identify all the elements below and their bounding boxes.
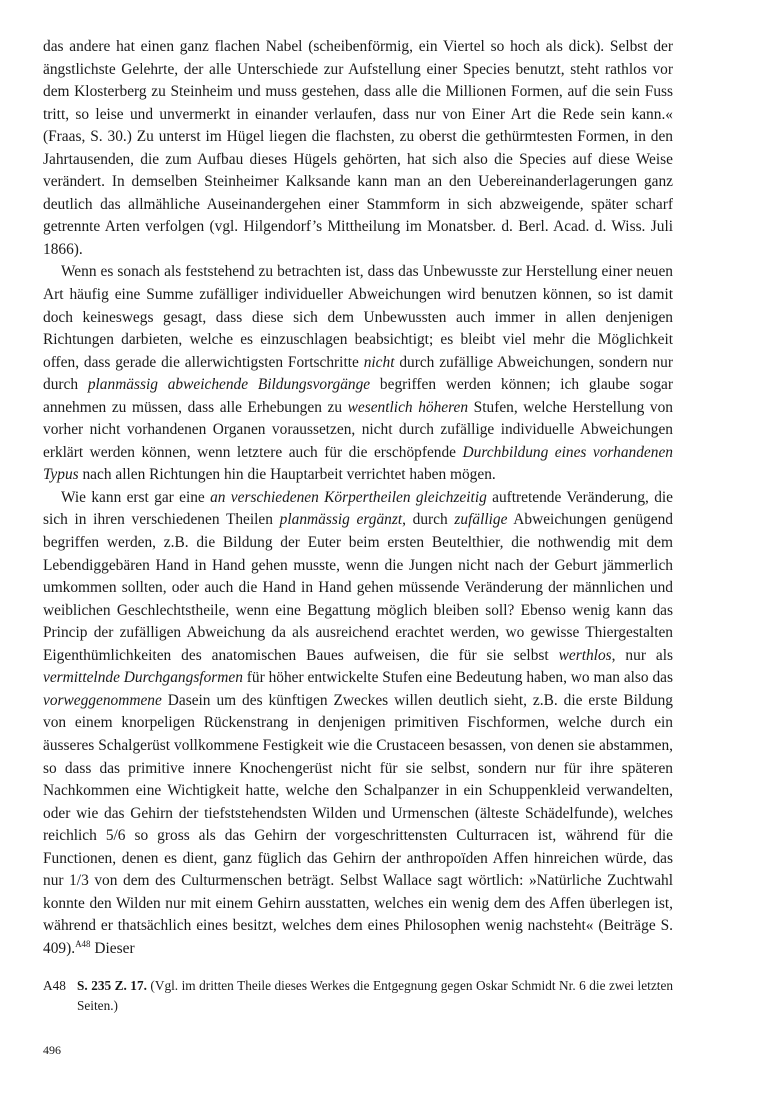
emphasis: werthlos [558,646,612,664]
emphasis: wesentlich höheren [347,398,469,416]
text-run: Dieser [90,939,135,957]
footnote-reference: S. 235 Z. 17. [77,978,147,993]
text-run: nach allen Richtungen hin die Hauptarbeit verrichtet haben mögen. [78,466,496,484]
text-run: Wenn es sonach als feststehend zu betrachten ist, dass das Unbewusste zur Herstellung einer neuen Art häufig eine Summe zufälliger individueller Abweichungen wird benutzen können, so ist damit doch keineswegs gesagt, dass diese sich dem Unbewussten auch immer in allen denjenigen Richtungen darbieten, welche es einzuschlagen beabsichtigt; es bleibt viel mehr die Möglichkeit offen, dass gerade die allerwichtigsten Fortschritte [43,263,673,371]
paragraph [43,261,673,486]
text-run: das andere hat einen ganz flachen Nabel (scheibenförmig, ein Viertel so hoch als dick). Selbst der ängstlichste Gelehrte, der alle Unterschiede zur Aufstellung einer Species benutzt, steht rathlos vor dem Klosterberg zu Steinheim und muss gestehen, dass alle die Millionen Formen, auf die sein Fuss tritt, so leise und unvermerkt in einander verlaufen, dass nur von Einer Art die Rede sein kann.« (Fraas, S. 30.) Zu unterst im Hügel liegen die flachsten, zu oberst die gethürmtesten Formen, in den Jahrtausenden, die zum Aufbau dieses Hügels gehörten, hat sich also die Species auf diese Weise verändert. In demselben Steinheimer Kalksande kann man an den Uebereinanderlagerungen ganz deutlich das allmähliche Auseinandergehen einer Stammform in sich abzweigende, später scharf getrennte Arten verfolgen (vgl. Hilgendorf’s Mittheilung im Monatsber. d. Berl. Acad. d. Wiss. Juli 1866). [43,38,673,258]
paragraph [43,36,673,261]
emphasis: nicht [363,353,395,371]
emphasis: zufällige [454,511,508,529]
text-run: , nur als [611,646,673,664]
emphasis: planmässig abweichende Bildungsvorgänge [87,376,371,394]
paragraph [43,487,673,960]
text-run: auftretende Veränderung, die sich in ihren verschiedenen Theilen [43,488,673,529]
text-run: begriffen werden können; ich glaube sogar annehmen zu müssen, dass alle Erhebungen zu [43,376,673,416]
text-run: Stufen, welche Herstellung von vorher nicht vorhandenen Organen voraussetzen, nicht durch zufällige individuelle Abweichungen erklärt werden können, wenn letztere auch für die erschöpfende [43,398,673,461]
footnote-body [77,976,673,1016]
footnote-marker[interactable]: A48 [75,938,91,949]
text-run: Abweichungen genügend begriffen werden, z.B. die Bildung der Euter beim ersten Beutelthier, die nothwendig mit dem Lebendiggebären Hand in Hand gehen musste, wenn die Jungen nicht nach der Geburt jämmerlich umkommen sollten, oder auch die Hand in Hand gehen müssende Veränderung der männlichen und weiblichen Geschlechtstheile, wenn eine Begattung möglich bleiben soll? Ebenso wenig kann das Princip der zufälligen Abweichung da als ausreichend erachtet werden, wo gewisse Thiergestalten Eigenthümlichkeiten des anatomischen Baues aufweisen, die für sie selbst [43,511,674,664]
page-number: 496 [43,1043,61,1057]
footnote-text: (Vgl. im dritten Theile dieses Werkes die Entgegnung gegen Oskar Schmidt Nr. 6 die zwei letzten Seiten.) [77,978,673,1013]
footnote [43,976,673,1016]
footnote-label: A48 [43,978,66,993]
text-run: Wie kann erst gar eine [61,488,211,506]
text-run: , durch [402,511,455,529]
emphasis: planmässig ergänzt [279,511,403,529]
text-run: Dasein um des künftigen Zweckes willen deutlich sieht, z.B. die erste Bildung von einem knorpeligen Rückenstrang in denjenigen primitiven Fischformen, welche durch ein äusseres Schalgerüst vollkommene Festigkeit wie die Crustaceen besassen, von denen sie abstammen, so dass das primitive innere Knochengerüst nicht für sie selbst, sondern nur für ihre späteren Nachkommen eine Wichtigkeit hatte, welche den Schalpanzer in ein Schuppenkleid verwandelten, oder wie das Gehirn der tiefststehendsten Wilden und Urmenschen (älteste Schädelfunde), welches reichlich 5/6 so gross als das Gehirn der vorgeschrittensten Culturracen ist, während für die Functionen, denen es dient, ganz füglich das Gehirn der anthropoïden Affen hinreichen würde, das nur 1/3 von dem des Culturmenschen beträgt. Selbst Wallace sagt wörtlich: »Natürliche Zuchtwahl konnte den Wilden nur mit einem Gehirn ausstatten, welches ein wenig dem des Affen überlegen ist, während er thatsächlich eines besitzt, welches dem eines Philosophen wenig nachsteht« (Beiträge S. 409). [43,691,673,957]
emphasis: vorweggenommene [43,691,162,709]
text-run: durch zufällige Abweichungen, sondern nur durch [43,353,674,394]
emphasis: Durchbildung eines vorhandenen Typus [43,443,673,484]
text-run: für höher entwickelte Stufen eine Bedeutung haben, wo man also das [242,669,673,687]
main-text [43,36,673,960]
emphasis: vermittelnde Durchgangsformen [43,669,243,687]
emphasis: an verschiedenen Körpertheilen gleichzeitig [210,488,487,506]
